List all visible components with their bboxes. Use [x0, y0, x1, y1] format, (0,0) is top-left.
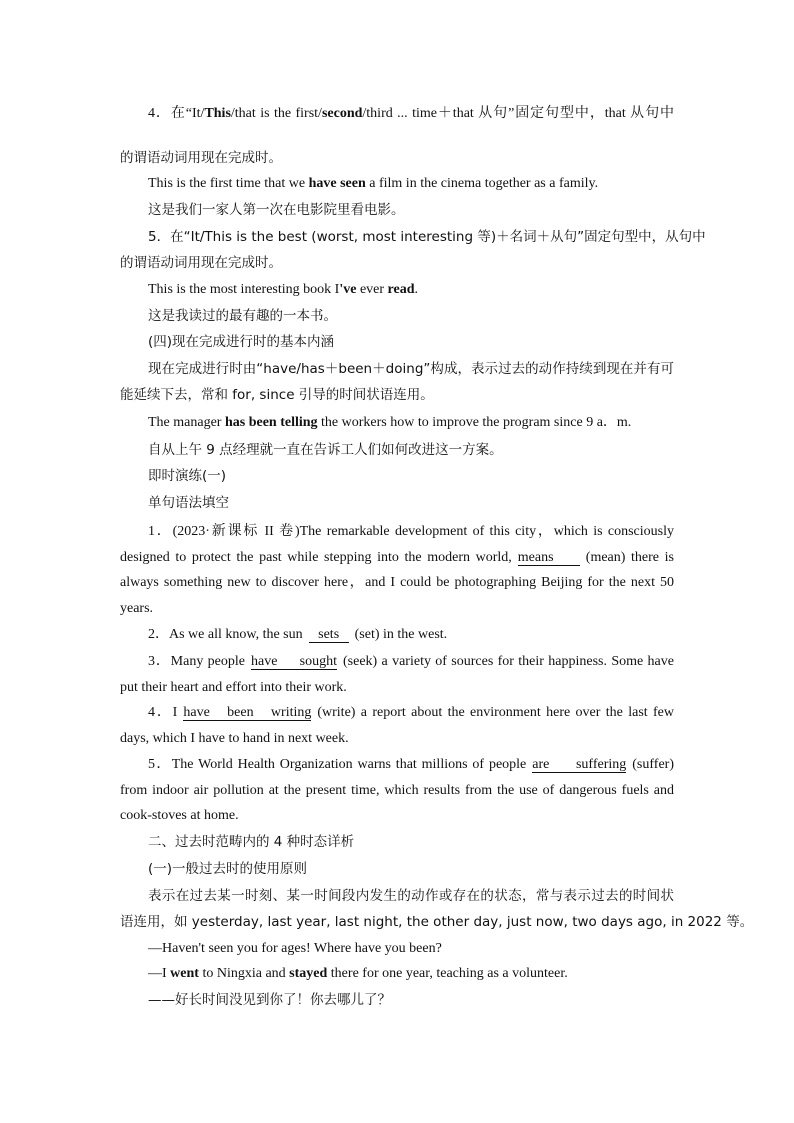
answer-blank: sets [309, 627, 349, 643]
question-4-line-1: 4．I have been writing (write) a report about the environment here over the last few [148, 705, 674, 720]
question-1-line-4: years. [120, 601, 154, 616]
rule-5-line-1: 5．在“It/This is the best (worst, most interesting 等)＋名词＋从句”固定句型中，从句中 [148, 229, 706, 245]
question-1-line-2: designed to protect the past while stepping into the modern world, means (mean) there is [120, 550, 674, 565]
question-1-line-1: 1．(2023·新课标 II 卷)The remarkable development of this city，which is consciously [148, 524, 674, 539]
section-four-line-2: 能延续下去，常和 for, since 引导的时间状语连用。 [120, 387, 434, 403]
answer-blank: means [518, 550, 580, 566]
section-two-line-2: 语连用，如 yesterday, last year, last night, the other day, just now, two days ago, in 2022 等。 [120, 914, 754, 930]
question-5-line-2: from indoor air pollution at the present time, which results from the use of dangerous fuels and [120, 783, 674, 798]
practice-heading: 即时演练(一) [148, 468, 227, 484]
example-5-chinese: 这是我读过的最有趣的一本书。 [148, 308, 337, 324]
answer-blank: have sought [251, 654, 337, 669]
question-3-line-1: 3．Many people have sought (seek) a variety of sources for their happiness. Some have [148, 654, 674, 669]
rule-5-line-2: 的谓语动词用现在完成时。 [120, 255, 282, 271]
section-four-line-1: 现在完成进行时由“have/has＋been＋doing”构成，表示过去的动作持续到现在并有可 [148, 361, 674, 377]
answer-blank: are suffering [532, 757, 627, 772]
question-5-line-3: cook-stoves at home. [120, 808, 239, 823]
rule-4-line-2: 的谓语动词用现在完成时。 [120, 150, 282, 166]
dialogue-line-1: —Haven't seen you for ages! Where have you been? [148, 941, 442, 956]
section-two-subheading: (一)一般过去时的使用原则 [148, 861, 308, 877]
practice-subheading: 单句语法填空 [148, 495, 229, 511]
dialogue-line-2: —I went to Ningxia and stayed there for one year, teaching as a volunteer. [148, 966, 568, 981]
question-1-line-3: always something new to discover here，and I could be photographing Beijing for the next 50 [120, 575, 674, 590]
question-2: 2．As we all know, the sun sets (set) in the west. [148, 627, 448, 642]
section-two-heading: 二、过去时范畴内的 4 种时态详析 [148, 834, 355, 850]
section-four-heading: (四)现在完成进行时的基本内涵 [148, 334, 335, 350]
example-5-english: This is the most interesting book I've ever read. [148, 282, 418, 297]
example-4-english: This is the first time that we have seen a film in the cinema together as a family. [148, 176, 599, 191]
example-4-chinese: 这是我们一家人第一次在电影院里看电影。 [148, 202, 405, 218]
example-four-chinese: 自从上午 9 点经理就一直在告诉工人们如何改进这一方案。 [148, 442, 503, 458]
question-4-line-2: days, which I have to hand in next week. [120, 731, 349, 746]
rule-4-line-1: 4．在“It/This/that is the first/second/third ... time＋that 从句”固定句型中，that 从句中 [148, 106, 675, 121]
section-two-line-1: 表示在过去某一时刻、某一时间段内发生的动作或存在的状态，常与表示过去的时间状 [148, 888, 674, 904]
question-5-line-1: 5．The World Health Organization warns that millions of people are suffering (suffer) [148, 757, 674, 772]
answer-blank: have been writing [183, 705, 312, 720]
question-3-line-2: put their heart and effort into their work. [120, 680, 347, 695]
dialogue-line-3: ——好长时间没见到你了！你去哪儿了？ [148, 992, 391, 1008]
example-four-english: The manager has been telling the workers how to improve the program since 9 a．m. [148, 415, 632, 430]
